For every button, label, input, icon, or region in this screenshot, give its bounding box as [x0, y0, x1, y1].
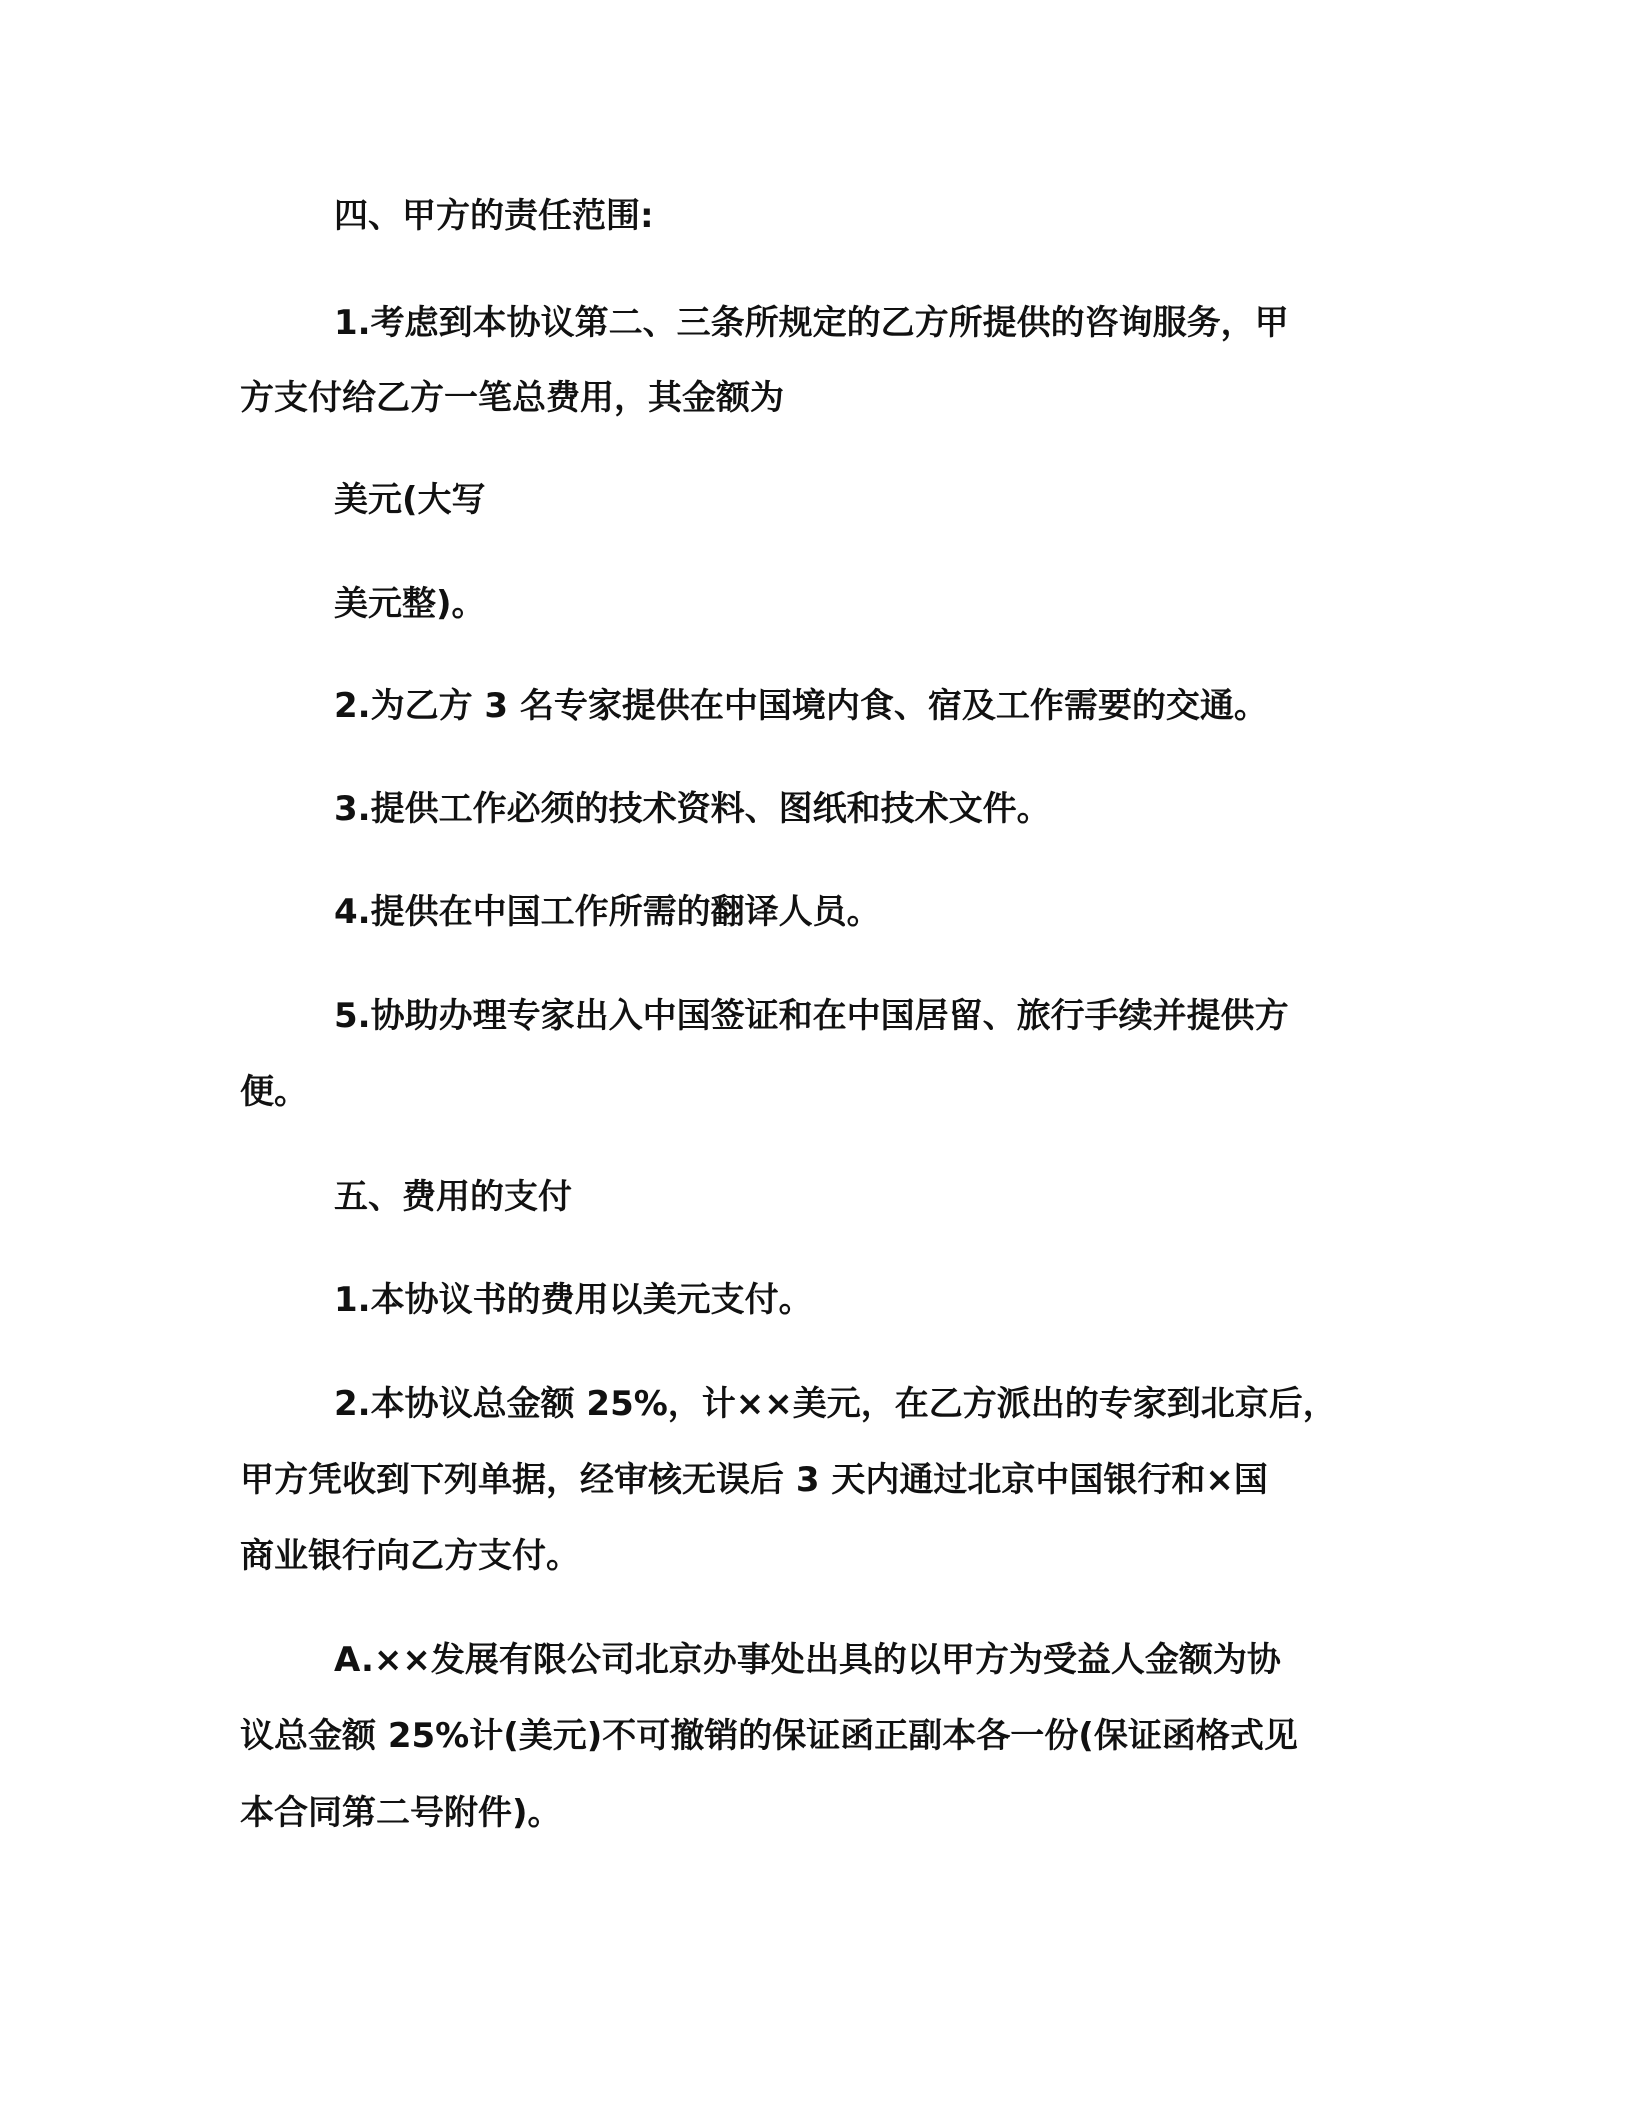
- section-heading-5: 五、费用的支付: [334, 1177, 572, 1217]
- clause-5-2-line-3: 商业银行向乙方支付。: [240, 1536, 580, 1576]
- clause-5-2-a-line-2: 议总金额 25%计(美元)不可撤销的保证函正副本各一份(保证函格式见: [240, 1716, 1298, 1756]
- clause-5-2-line-2: 甲方凭收到下列单据，经审核无误后 3 天内通过北京中国银行和×国: [240, 1460, 1268, 1500]
- clause-5-2-a-line-1: A.××发展有限公司北京办事处出具的以甲方为受益人金额为协: [334, 1640, 1281, 1680]
- clause-4-1-amount-words-line: 美元整)。: [334, 584, 486, 624]
- clause-5-2-a-line-3: 本合同第二号附件)。: [240, 1793, 562, 1833]
- clause-4-5-line-2: 便。: [240, 1072, 308, 1112]
- clause-4-1-line-2: 方支付给乙方一笔总费用，其金额为: [240, 378, 784, 418]
- clause-5-2-line-1: 2.本协议总金额 25%，计××美元，在乙方派出的专家到北京后，: [334, 1384, 1337, 1424]
- clause-4-1-amount-line: 美元(大写: [334, 480, 486, 520]
- clause-5-1: 1.本协议书的费用以美元支付。: [334, 1280, 813, 1320]
- clause-4-4: 4.提供在中国工作所需的翻译人员。: [334, 892, 881, 932]
- clause-4-2: 2.为乙方 3 名专家提供在中国境内食、宿及工作需要的交通。: [334, 686, 1268, 726]
- section-heading-4: 四、甲方的责任范围:: [334, 196, 654, 236]
- clause-4-5-line-1: 5.协助办理专家出入中国签证和在中国居留、旅行手续并提供方: [334, 996, 1289, 1036]
- clause-4-3: 3.提供工作必须的技术资料、图纸和技术文件。: [334, 789, 1051, 829]
- clause-4-1-line-1: 1.考虑到本协议第二、三条所规定的乙方所提供的咨询服务，甲: [334, 303, 1289, 343]
